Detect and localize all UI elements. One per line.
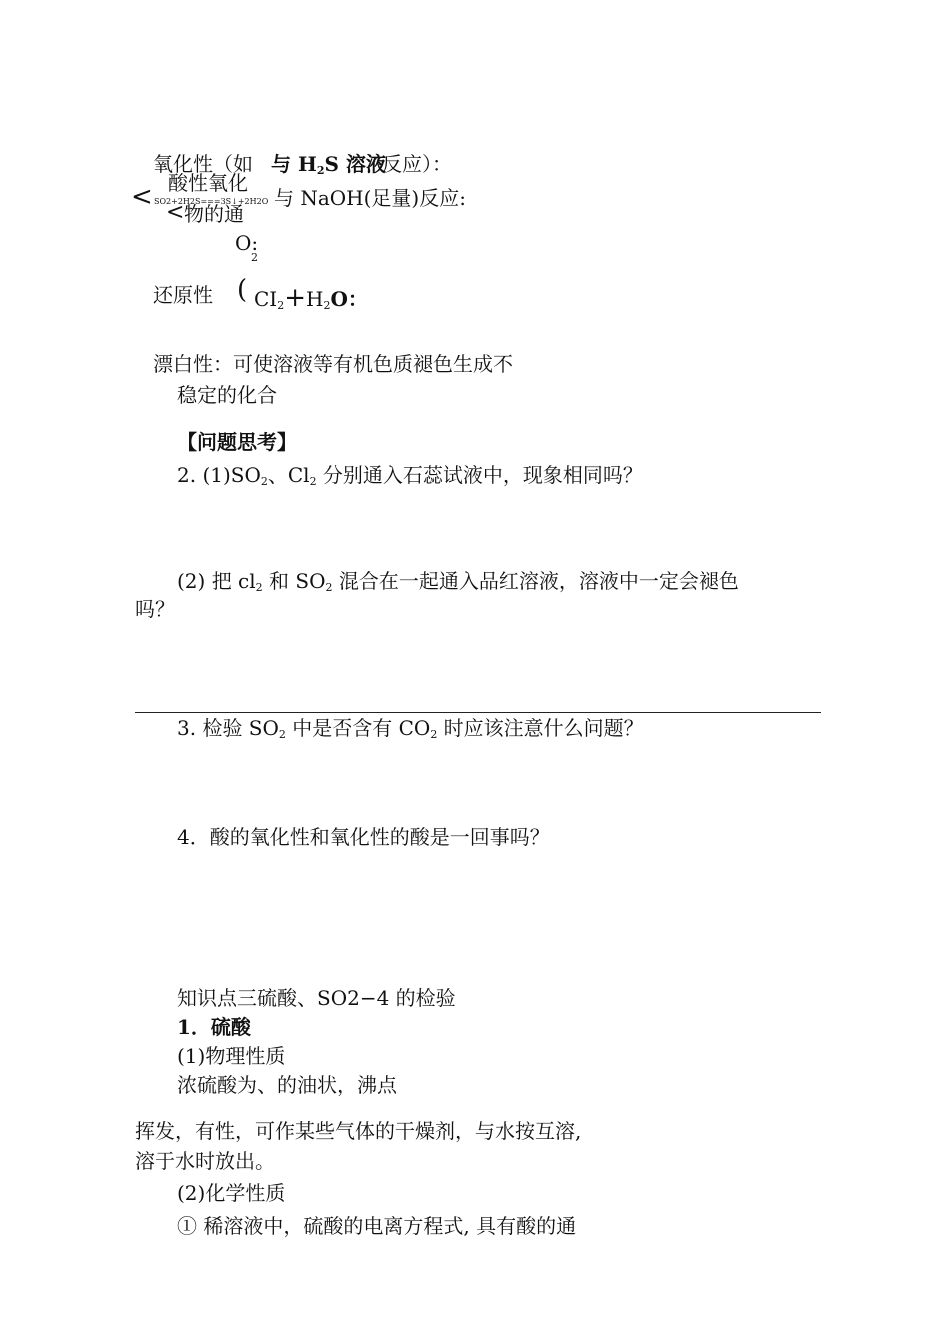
physical-properties-heading: (1)物理性质	[177, 1044, 286, 1068]
questions-heading: 【问题思考】	[177, 430, 297, 454]
acid-oxide-label-2: 物的通	[184, 202, 244, 226]
divider-line	[135, 712, 821, 713]
question-3: 3. 检验 $SO_2$ 中是否含有 $CO_2$ 时应该注意什么问题？	[177, 716, 644, 741]
item-1-heading: 1．硫酸	[177, 1015, 251, 1039]
section-title: 知识点三硫酸、SO2−4 的检验	[177, 986, 456, 1010]
oxidizing-reagent: 与 $H_2S$ 溶液	[271, 152, 386, 177]
acid-oxide-label: 酸性氧化	[168, 171, 248, 195]
o2-label: O:	[235, 231, 259, 255]
question-4: 4．酸的氧化性和氧化性的酸是一回事吗？	[177, 825, 550, 849]
oxidizing-label: 氧化性（如	[153, 152, 253, 176]
plus-sign: +	[284, 283, 306, 313]
chemical-properties-heading: (2)化学性质	[177, 1181, 286, 1205]
naoh-reaction: 与 NaOH(足量)反应:	[274, 186, 466, 210]
dilute-solution-line: ① 稀溶液中，硫酸的电离方程式, 具有酸的通	[177, 1214, 577, 1238]
question-2-1: 2. $(1)SO_2$、$Cl_2$ 分别通入石蕊试液中，现象相同吗？	[177, 463, 643, 488]
reducing-label: 还原性	[153, 283, 213, 307]
question-2-2-line-2: 吗？	[135, 597, 175, 621]
oxidizing-tail: 反应）：	[382, 152, 452, 176]
cl2-h2o-formula: $CI_2+H_2O$：	[254, 283, 368, 313]
physical-line-2: 挥发，有性，可作某些气体的干燥剂，与水按互溶,	[135, 1119, 582, 1143]
physical-line-3: 溶于水时放出。	[135, 1149, 275, 1173]
physical-line-1: 浓硫酸为、的油状，沸点	[177, 1073, 397, 1097]
bleaching-line-1: 漂白性：可使溶液等有机色质褪色生成不	[153, 352, 513, 376]
brace-left: <	[131, 182, 153, 212]
question-2-2: (2) 把 $cl_2$ 和 $SO_2$ 混合在一起通入品红溶液，溶液中一定会褪色	[177, 569, 739, 594]
reducing-paren: (	[237, 275, 248, 305]
brace-small: <	[166, 200, 185, 225]
tiny-equation: SO2+2H2S===3S↓+2H2O	[154, 197, 269, 206]
o2-sub: 2	[251, 251, 258, 264]
bleaching-line-2: 稳定的化合	[177, 383, 277, 407]
